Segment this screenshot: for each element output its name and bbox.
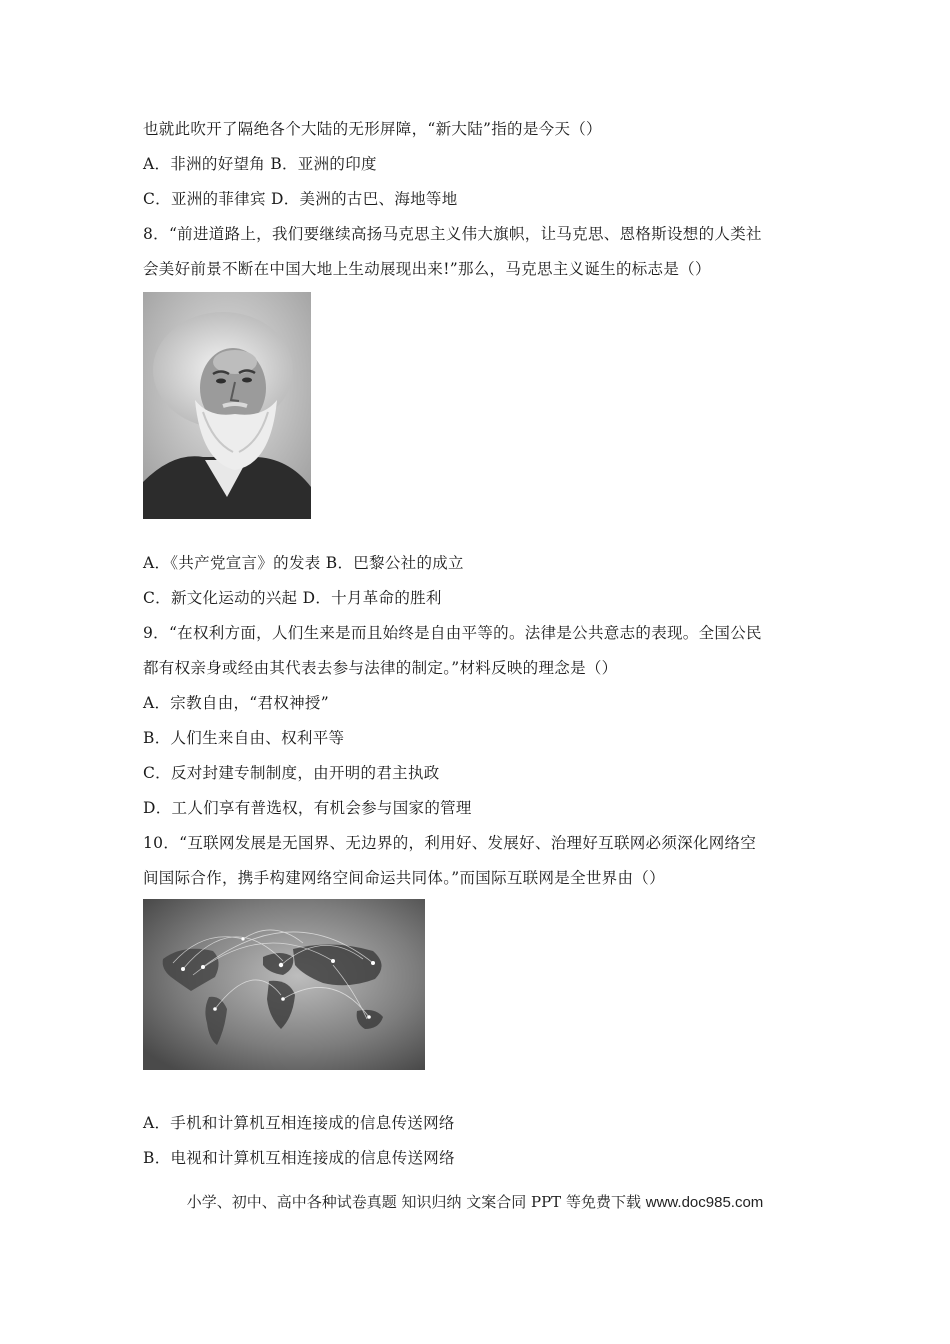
internet-world-map-image	[143, 899, 425, 1070]
q7-stem-continuation: 也就此吹开了隔绝各个大陆的无形屏障，“新大陆”指的是今天（）	[143, 120, 602, 138]
q9-option-a: A．宗教自由，“君权神授”	[143, 694, 329, 712]
q9-stem-line-1: 9．“在权利方面，人们生来是而且始终是自由平等的。法律是公共意志的表现。全国公民	[143, 624, 762, 642]
q10-option-a: A．手机和计算机互相连接成的信息传送网络	[143, 1114, 455, 1132]
marx-portrait-image	[143, 292, 311, 519]
q9-option-d: D．工人们享有普选权，有机会参与国家的管理	[143, 799, 472, 817]
q8-options-ab: A．《共产党宣言》的发表 B．巴黎公社的成立	[143, 554, 464, 572]
q7-options-ab: A．非洲的好望角 B．亚洲的印度	[143, 155, 377, 173]
q8-options-cd: C．新文化运动的兴起 D．十月革命的胜利	[143, 589, 442, 607]
q9-option-c: C．反对封建专制制度，由开明的君主执政	[143, 764, 440, 782]
footer-text: 小学、初中、高中各种试卷真题 知识归纳 文案合同 PPT 等免费下载	[186, 1193, 646, 1211]
q10-option-b: B．电视和计算机互相连接成的信息传送网络	[143, 1149, 455, 1167]
page-footer	[0, 1192, 950, 1213]
q10-stem-line-2: 间国际合作，携手构建网络空间命运共同体。”而国际互联网是全世界由（）	[143, 869, 665, 887]
q10-stem-line-1: 10．“互联网发展是无国界、无边界的，利用好、发展好、治理好互联网必须深化网络空	[143, 834, 757, 852]
q8-stem-line-1: 8．“前进道路上，我们要继续高扬马克思主义伟大旗帜，让马克思、恩格斯设想的人类社	[143, 225, 762, 243]
q7-options-cd: C．亚洲的菲律宾 D．美洲的古巴、海地等地	[143, 190, 458, 208]
q9-stem-line-2: 都有权亲身或经由其代表去参与法律的制定。”材料反映的理念是（）	[143, 659, 618, 677]
q9-option-b: B．人们生来自由、权利平等	[143, 729, 345, 747]
q8-stem-line-2: 会美好前景不断在中国大地上生动展现出来!”那么，马克思主义诞生的标志是（）	[143, 260, 711, 278]
footer-url-link[interactable]: www.doc985.com	[645, 1194, 764, 1211]
